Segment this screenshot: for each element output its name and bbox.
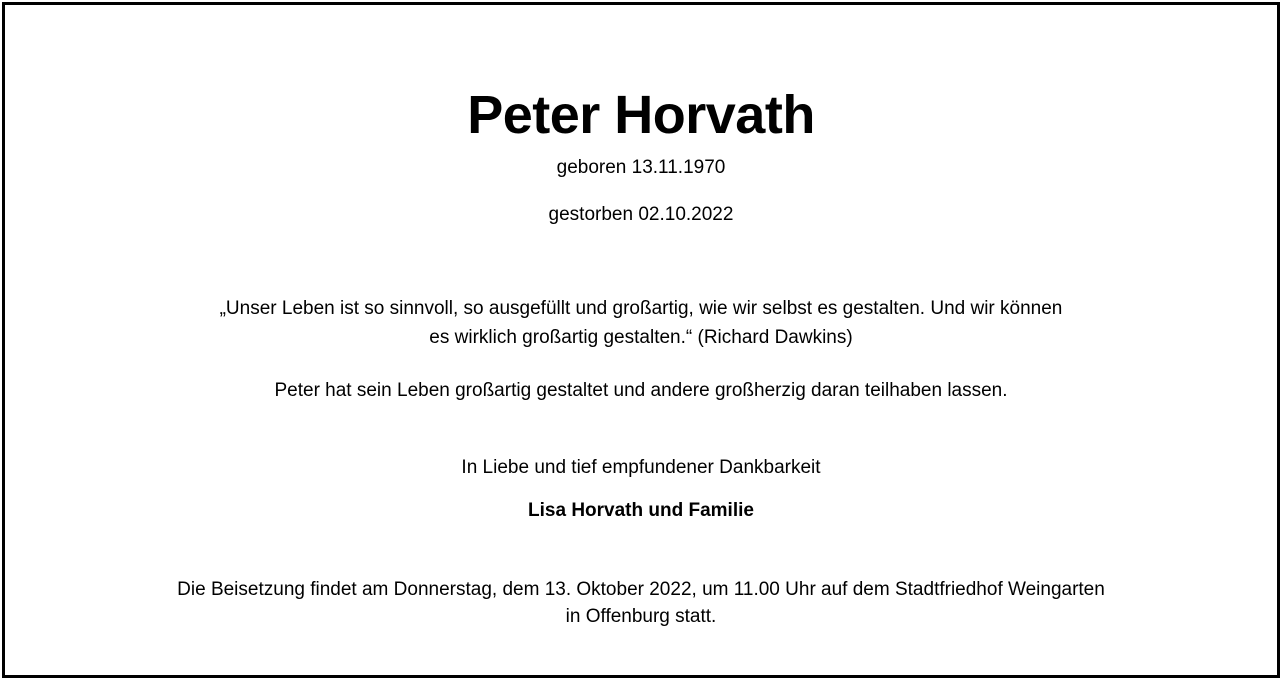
tribute-text: Peter hat sein Leben großartig gestaltet und andere großherzig daran teilhaben lassen. (274, 380, 1008, 401)
quote-line: es wirklich großartig gestalten.“ (Richard Dawkins) (429, 327, 853, 348)
obituary-notice (2, 2, 1280, 678)
funeral-info-line: in Offenburg statt. (565, 606, 717, 627)
quote (5, 294, 1277, 352)
death-date: gestorben 02.10.2022 (548, 204, 734, 225)
quote-line: „Unser Leben ist so sinnvoll, so ausgefüllt und großartig, wie wir selbst es gestalten. Und wir können (219, 298, 1063, 319)
thanks-text: In Liebe und tief empfundener Dankbarkeit (461, 457, 821, 478)
mourners-signature: Lisa Horvath und Familie (528, 500, 754, 521)
deceased-name: Peter Horvath (467, 85, 815, 145)
birth-date: geboren 13.11.1970 (556, 157, 726, 178)
funeral-info-line: Die Beisetzung findet am Donnerstag, dem 13. Oktober 2022, um 11.00 Uhr auf dem Stadtfriedhof Weingarten (177, 579, 1105, 600)
funeral-info (5, 576, 1277, 630)
